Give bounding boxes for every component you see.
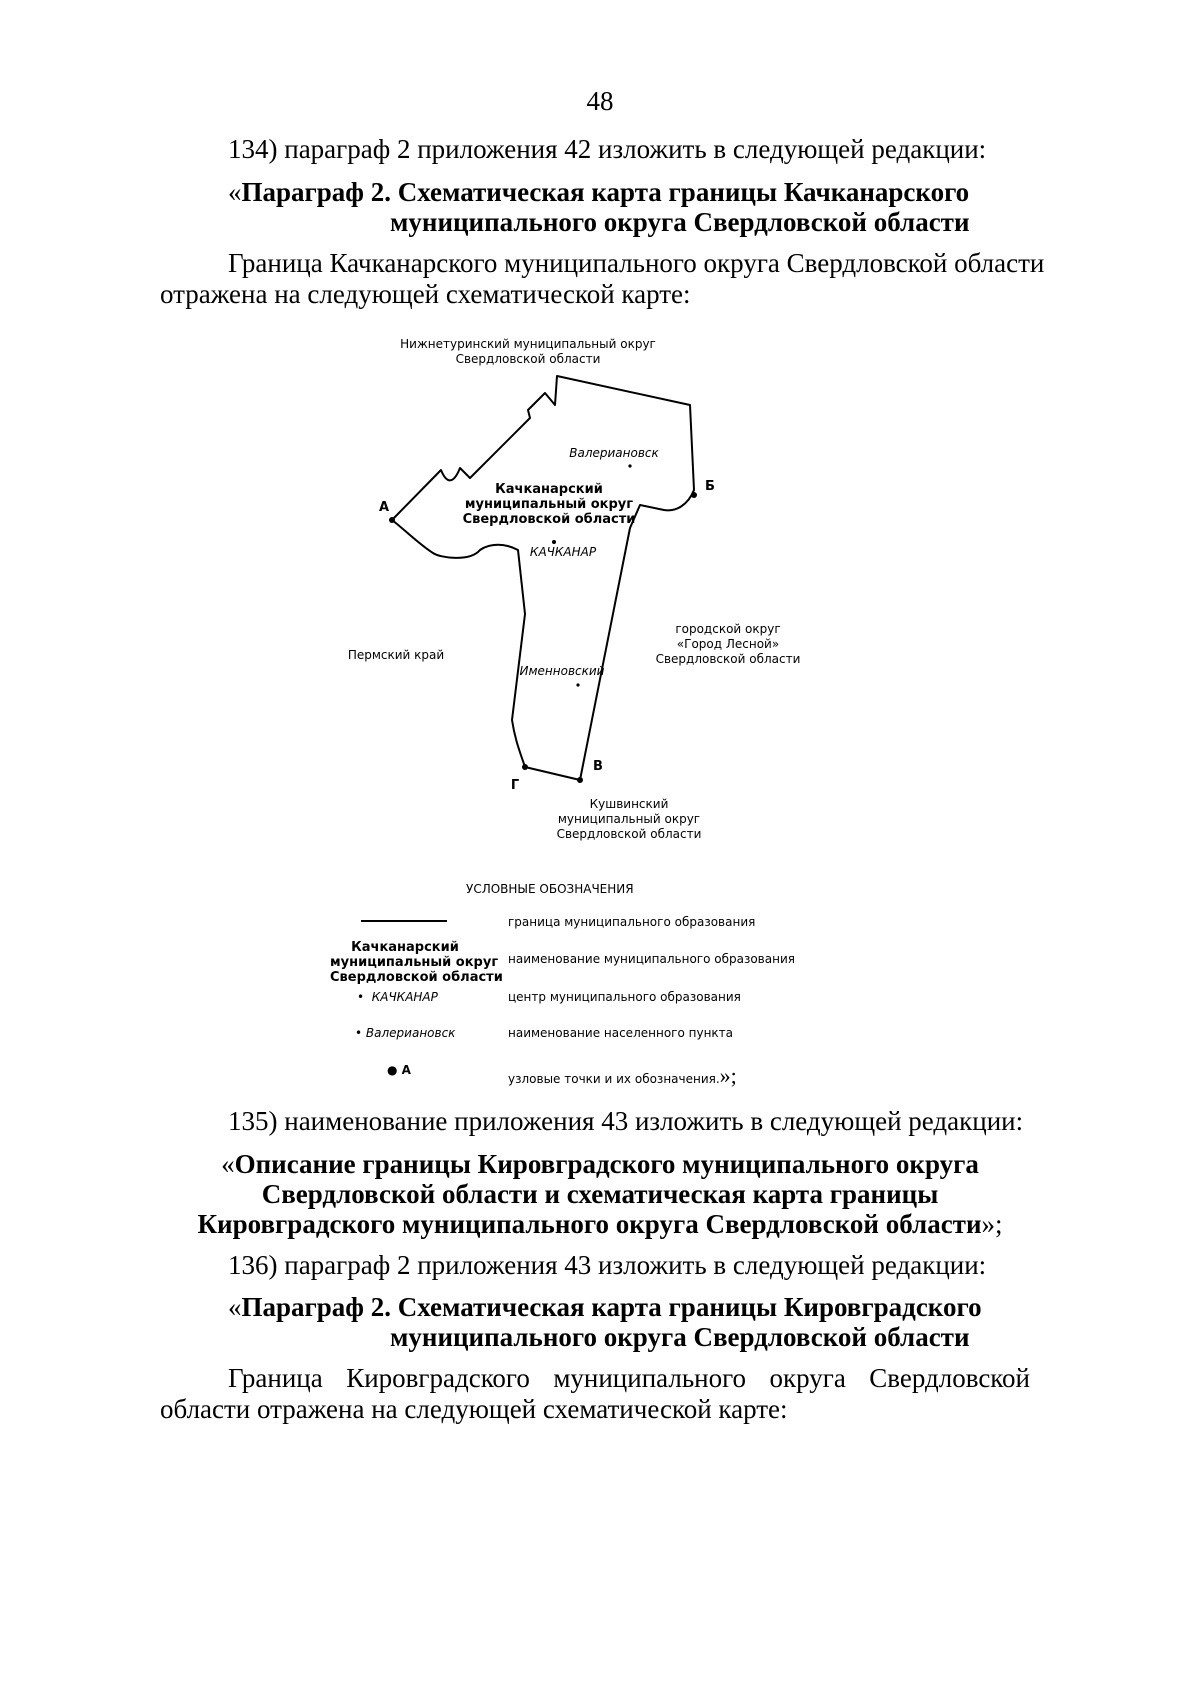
east-neighbor-line-3: Свердловской области [655, 652, 801, 666]
settlement-2-label: Именновский [519, 664, 605, 678]
heading-2-line-2: Свердловской области и схематическая карта границы [261, 1179, 939, 1209]
legend-border-desc: граница муниципального образования [508, 915, 756, 929]
point-g-dot [522, 764, 528, 770]
legend-name-sample-line-3: Свердловской области [330, 970, 503, 985]
legend-name-sample-line-2: муниципальный округ [330, 955, 499, 970]
settlement-2-dot [576, 683, 579, 686]
item-136: 136) параграф 2 приложения 43 изложить в следующей редакции: [228, 1250, 987, 1280]
south-neighbor-line-1: Кушвинский [589, 797, 669, 811]
legend-center-desc: центр муниципального образования [508, 990, 741, 1004]
legend-settlement-sample: • Валериановск [355, 1026, 456, 1040]
legend-settlement-desc: наименование населенного пункта [508, 1026, 733, 1040]
district-name-line-2: муниципальный округ [464, 497, 634, 512]
point-b-label: Б [705, 479, 715, 494]
west-neighbor: Пермский край [347, 648, 445, 662]
east-neighbor-line-1: городской округ [675, 622, 781, 636]
north-neighbor-line-1: Нижнетуринский муниципальный округ [400, 337, 656, 351]
heading-3-line-2: муниципального округа Свердловской области [390, 1322, 970, 1352]
legend-border-sample [361, 920, 447, 922]
center-label: КАЧКАНАР [529, 545, 597, 559]
legend-point-sample: ● А [387, 1063, 411, 1077]
point-v-label: В [593, 759, 603, 774]
legend-close-quote: »; [719, 1063, 737, 1088]
paragraph-1-line-2: отражена на следующей схематической карте: [160, 279, 691, 309]
settlement-1-dot [628, 464, 631, 467]
paragraph-2-line-1: Граница Кировградского муниципального округа Свердловской [228, 1363, 1030, 1393]
legend-name-desc: наименование муниципального образования [508, 952, 795, 966]
settlement-1-label: Валериановск [569, 446, 659, 460]
legend-title: УСЛОВНЫЕ ОБОЗНАЧЕНИЯ [466, 882, 634, 896]
legend-settlement-dot: • [355, 1026, 366, 1040]
center-dot [552, 540, 556, 544]
north-neighbor-line-2: Свердловской области [455, 352, 601, 366]
point-b-dot [691, 492, 697, 498]
east-neighbor-line-2: «Город Лесной» [676, 637, 780, 651]
item-134: 134) параграф 2 приложения 42 изложить в следующей редакции: [228, 134, 987, 164]
heading-2-line-3: Кировградского муниципального округа Свердловской области»; [197, 1209, 1003, 1239]
heading-1-line-2: муниципального округа Свердловской области [390, 207, 970, 237]
paragraph-2-line-2: области отражена на следующей схематической карте: [160, 1394, 788, 1424]
legend-point-desc: узловые точки и их обозначения.»; [508, 1063, 737, 1088]
legend-center-dot: • [357, 990, 372, 1004]
point-v-dot [577, 777, 583, 783]
district-name-line-3: Свердловской области [462, 512, 636, 527]
heading-1-line-1: «Параграф 2. Схематическая карта границы Качканарского [228, 177, 970, 207]
item-135: 135) наименование приложения 43 изложить в следующей редакции: [228, 1106, 1024, 1136]
district-boundary [392, 376, 694, 780]
south-neighbor-line-2: муниципальный округ [557, 812, 701, 826]
legend-name-sample [330, 940, 503, 985]
point-g-label: Г [510, 778, 520, 793]
point-a-dot [389, 517, 395, 523]
legend-name-sample-line-1: Качканарский [351, 940, 459, 955]
legend-center-sample: • КАЧКАНАР [357, 990, 438, 1004]
heading-3-line-1: «Параграф 2. Схематическая карта границы Кировградского [228, 1292, 982, 1322]
paragraph-1-line-1: Граница Качканарского муниципального округа Свердловской области [228, 248, 1045, 278]
heading-2-line-1: «Описание границы Кировградского муниципального округа [221, 1149, 979, 1179]
legend-point-dot: ● [387, 1063, 402, 1077]
point-a-label: А [378, 500, 390, 515]
south-neighbor-line-3: Свердловской области [556, 827, 702, 841]
page-number: 48 [586, 86, 614, 116]
district-map [300, 320, 900, 880]
district-name-line-1: Качканарский [495, 482, 603, 497]
